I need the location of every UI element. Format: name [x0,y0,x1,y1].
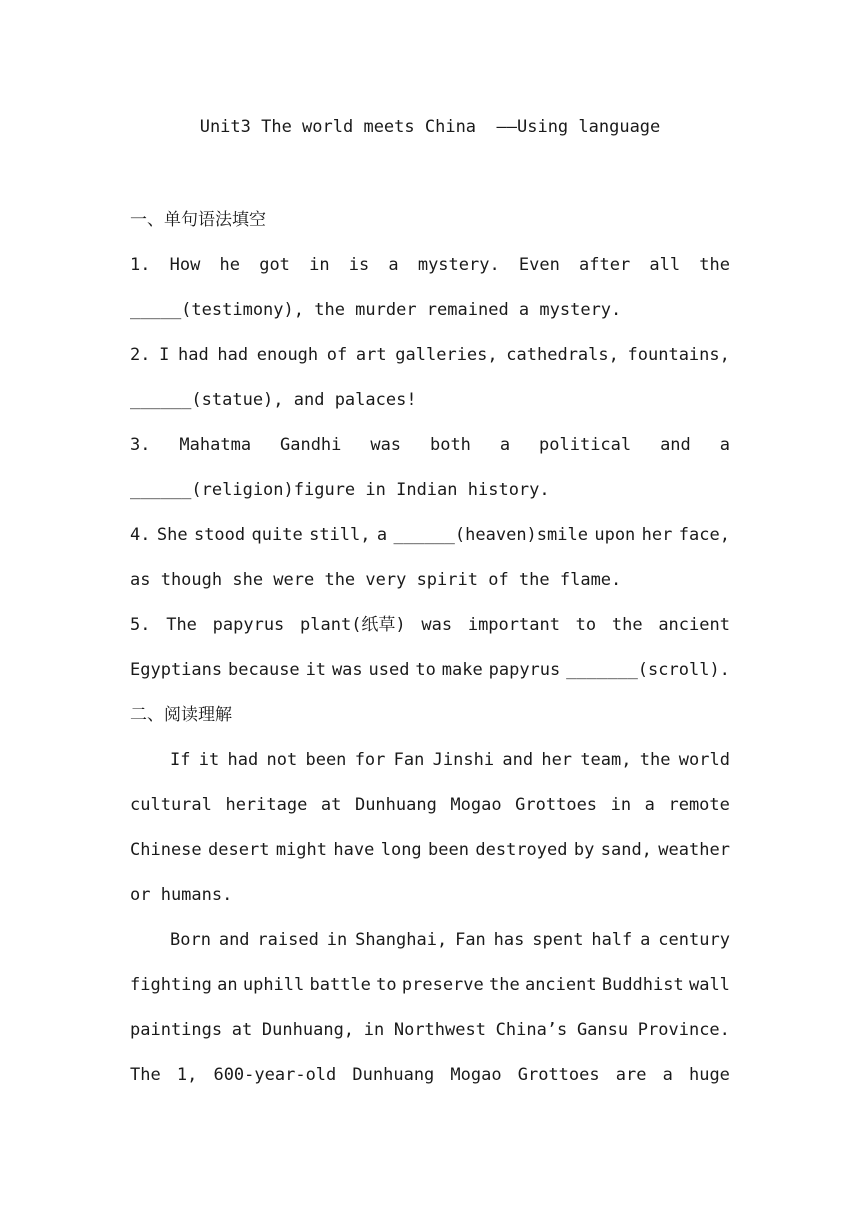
word: and [218,930,250,950]
word: If [170,750,191,770]
passage-p1-line-2 [130,783,730,828]
word: have [333,840,375,860]
word: at [320,795,342,815]
word: in [309,255,330,275]
word: How [169,255,201,275]
word: Northwest [393,1020,486,1040]
word: in [326,930,348,950]
word: had [178,345,209,365]
word: a [644,795,655,815]
word: face, [678,525,730,545]
word: raised [257,930,319,950]
word: 2. [130,345,151,365]
word: art [355,345,387,365]
word: Jinshi [432,750,495,770]
word: team, [580,750,632,770]
word: Gansu [576,1020,629,1040]
question-2-line-2: ______(statue), and palaces! [130,390,417,410]
question-3-line-1 [130,423,730,468]
word: got [259,255,290,275]
word: Egyptians [130,660,223,680]
word: preserve [401,975,484,995]
word: a [640,930,651,950]
word: was [370,435,402,455]
question-5-line-2 [130,648,730,693]
word: remote [668,795,730,815]
word: because [228,660,300,680]
word: upon [594,525,636,545]
word: Shanghai, [355,930,448,950]
word: huge [688,1065,730,1085]
word: by [573,840,595,860]
question-5-line-1 [130,603,730,648]
passage-p1-line-1 [130,738,730,783]
word: wall [688,975,730,995]
word: of [326,345,348,365]
page-title: Unit3 The world meets China ——Using language [199,117,661,137]
word: _______(scroll). [566,660,730,680]
word: Even [518,255,560,275]
word: century [658,930,730,950]
word: her [641,525,673,545]
word: I [159,345,170,365]
word: to [575,615,597,635]
word: a [499,435,511,455]
word: for [354,750,386,770]
word: ancient [524,975,597,995]
word: at [231,1020,253,1040]
section-heading-reading: 二、阅读理解 [130,705,232,725]
word: fighting [130,975,212,995]
word: was [421,615,453,635]
word: still, [309,525,371,545]
section-heading-grammar: 一、单句语法填空 [130,210,266,230]
word: a [719,435,730,455]
word: fountains, [627,345,730,365]
word: stood [193,525,246,545]
word: 3. [130,435,151,455]
word: spent [532,930,584,950]
word: 4. [130,525,151,545]
word: galleries, [395,345,498,365]
word: Grottoes [517,1065,600,1085]
word: it [198,750,220,770]
passage-p2-line-4 [130,1053,730,1098]
word: and [660,435,691,455]
word: long [380,840,422,860]
word: Chinese [130,840,202,860]
question-1-line-2: _____(testimony), the murder remained a mystery. [130,300,622,320]
word: mystery. [417,255,500,275]
word: a [376,525,388,545]
word: paintings [130,1020,223,1040]
question-4-line-2: as though she were the very spirit of the flame. [130,570,622,590]
word: to [415,660,436,680]
word: heritage [225,795,308,815]
word: 1. [130,255,151,275]
word: political [539,435,632,455]
passage-p1-line-3 [130,828,730,873]
passage-p2-line-1 [130,918,730,963]
word: Buddhist [601,975,684,995]
passage-p2-line-3 [130,1008,730,1053]
word: Fan [455,930,486,950]
word: 1, [176,1065,198,1085]
word: Mogao [450,795,502,815]
word: destroyed [475,840,568,860]
word: to [376,975,397,995]
question-1-line-1 [130,243,730,288]
word: battle [309,975,371,995]
word: in [610,795,632,815]
word: not [266,750,298,770]
word: both [429,435,471,455]
word: uphill [242,975,305,995]
word: Born [170,930,211,950]
word: ______(heaven)smile [393,525,588,545]
passage-p2-line-2 [130,963,730,1008]
word: all [649,255,681,275]
word: desert [208,840,270,860]
word: an [217,975,238,995]
word: cultural [130,795,212,815]
question-3-line-2: ______(religion)figure in Indian history. [130,480,550,500]
word: Grottoes [515,795,598,815]
word: was [331,660,363,680]
word: it [305,660,327,680]
word: the [639,750,671,770]
word: 600-year-old [213,1065,337,1085]
word: important [467,615,560,635]
word: after [579,255,631,275]
question-4-line-1 [130,513,730,558]
question-2-line-1 [130,333,730,378]
word: sand, [600,840,652,860]
word: Fan [393,750,425,770]
word: weather [658,840,730,860]
word: Dunhuang, [261,1020,355,1040]
passage-p1-line-4: or humans. [130,885,233,905]
word: been [428,840,469,860]
word: the [699,255,730,275]
word: the [611,615,643,635]
word: Mogao [450,1065,502,1085]
word: he [219,255,241,275]
word: used [368,660,410,680]
word: Gandhi [279,435,342,455]
word: She [156,525,188,545]
word: enough [256,345,319,365]
word: been [305,750,347,770]
word: Mahatma [179,435,252,455]
word: Dunhuang [354,795,437,815]
word: might [275,840,328,860]
word: a [662,1065,673,1085]
word: China’s [495,1020,568,1040]
word: papyrus [212,615,285,635]
word: the [489,975,520,995]
word: ancient [658,615,730,635]
word: The [130,1065,161,1085]
word: make [441,660,483,680]
word: cathedrals, [506,345,619,365]
word: half [591,930,633,950]
word: The [166,615,197,635]
word: in [363,1020,385,1040]
word: 5. [130,615,151,635]
word: world [678,750,730,770]
word: quite [251,525,303,545]
word: Province. [637,1020,730,1040]
word: is [348,255,370,275]
word: has [493,930,525,950]
word: and [502,750,534,770]
word: had [227,750,259,770]
document-body [130,198,730,1098]
word: had [217,345,249,365]
word: are [615,1065,647,1085]
word: Dunhuang [352,1065,435,1085]
word: her [541,750,573,770]
word: a [388,255,399,275]
word: plant(纸草) [300,615,406,635]
word: papyrus [488,660,561,680]
